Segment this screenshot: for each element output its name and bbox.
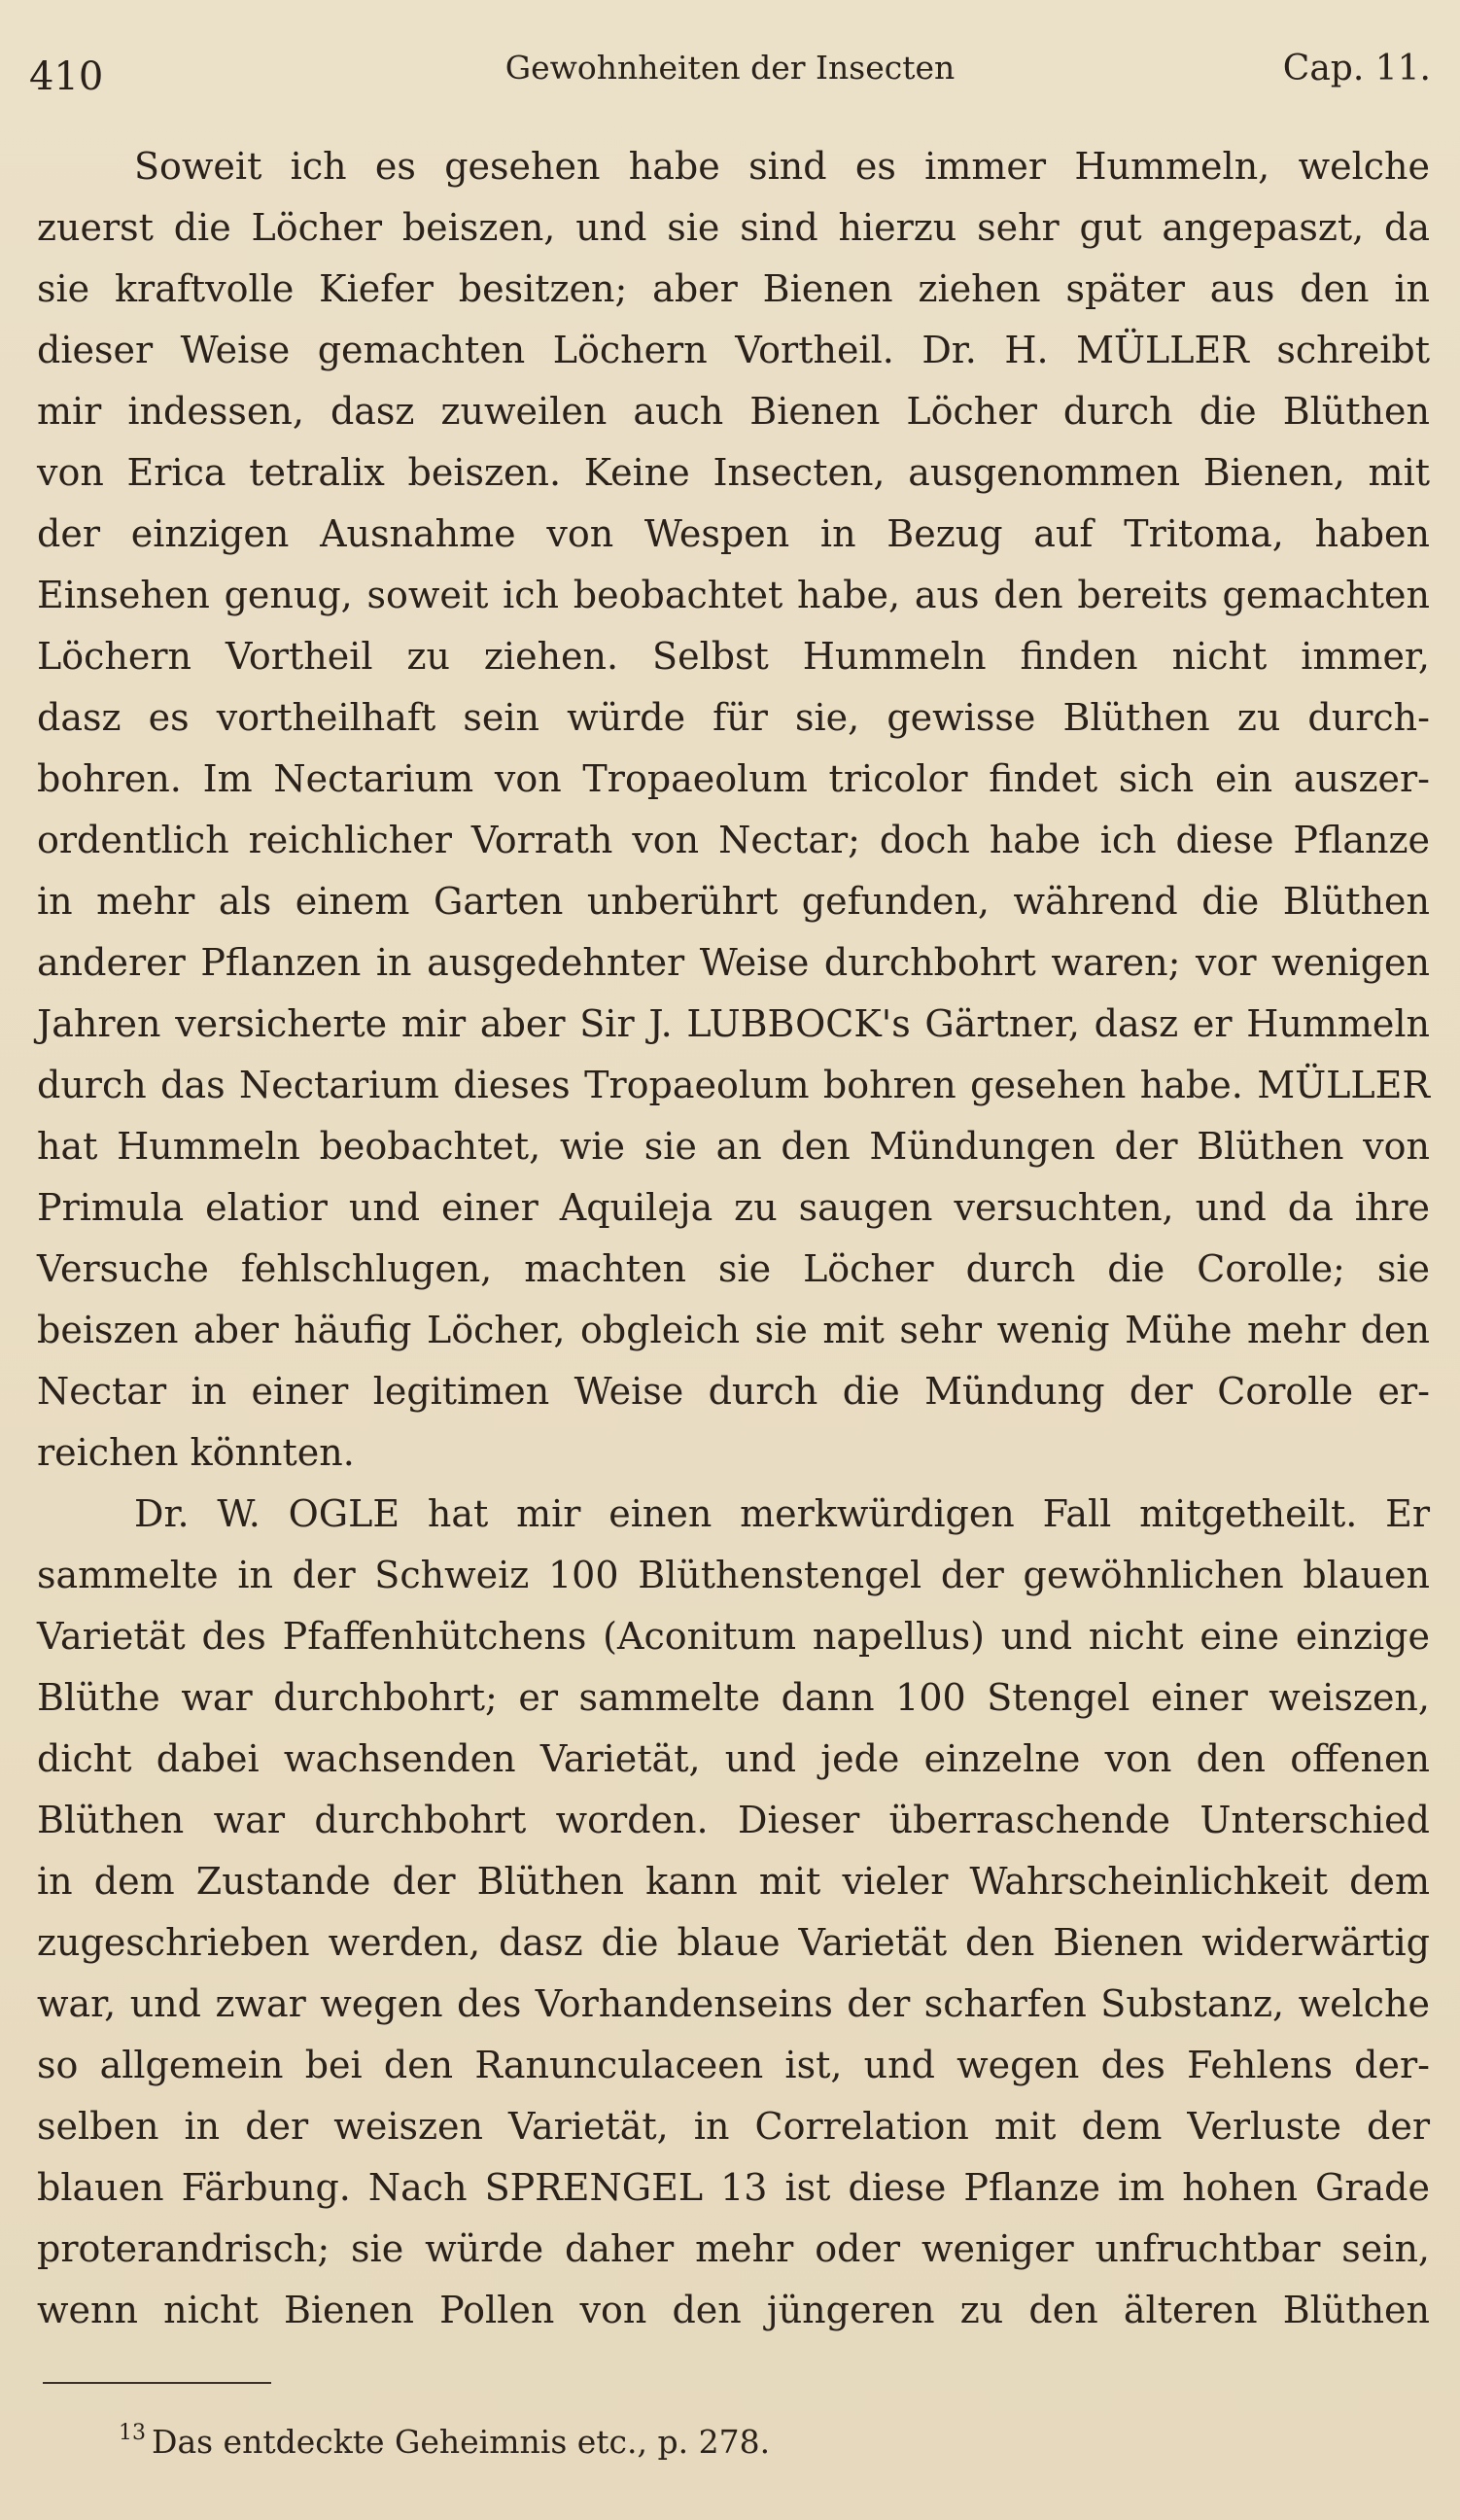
text-line: so allgemein bei den Ranunculaceen ist, und wegen des Fehlens der- [37, 2044, 1430, 2086]
text-line: in dem Zustande der Blüthen kann mit vieler Wahrscheinlichkeit dem [37, 1860, 1430, 1903]
text-line: Jahren versicherte mir aber Sir J. LUBBOCK's Gärtner, dasz er Hummeln [37, 1002, 1430, 1045]
text-line: ordentlich reichlicher Vorrath von Nectar; doch habe ich diese Pflanze [37, 819, 1430, 861]
text-line: Blüthe war durchbohrt; er sammelte dann 100 Stengel einer weiszen, [37, 1676, 1430, 1719]
text-line: hat Hummeln beobachtet, wie sie an den Mündungen der Blüthen von [37, 1125, 1430, 1168]
text-line: reichen könnten. [37, 1431, 355, 1474]
running-title: Gewohnheiten der Insecten [504, 49, 956, 87]
text-line: in mehr als einem Garten unberührt gefunden, während die Blüthen [37, 880, 1430, 923]
text-line: beiszen aber häufig Löcher, obgleich sie mit sehr wenig Mühe mehr den [37, 1309, 1430, 1351]
text-line: Soweit ich es gesehen habe sind es immer Hummeln, welche [134, 145, 1430, 188]
text-line: zugeschrieben werden, dasz die blaue Varietät den Bienen widerwärtig [37, 1921, 1430, 1964]
text-line: Einsehen genug, soweit ich beobachtet habe, aus den bereits gemachten [37, 574, 1430, 616]
text-line: selben in der weiszen Varietät, in Correlation mit dem Verluste der [37, 2105, 1430, 2148]
footnote-divider [43, 2382, 271, 2384]
text-line: anderer Pflanzen in ausgedehnter Weise durchbohrt waren; vor wenigen [37, 941, 1430, 984]
text-line: Nectar in einer legitimen Weise durch die Mündung der Corolle er- [37, 1370, 1430, 1413]
text-line: Blüthen war durchbohrt worden. Dieser überraschende Unterschied [37, 1799, 1430, 1841]
text-line: Löchern Vortheil zu ziehen. Selbst Hummeln finden nicht immer, [37, 635, 1430, 678]
text-line: dasz es vortheilhaft sein würde für sie, gewisse Blüthen zu durch- [37, 696, 1430, 739]
text-line: Versuche fehlschlugen, machten sie Löcher durch die Corolle; sie [37, 1247, 1430, 1290]
chapter-label: Cap. 11. [1282, 49, 1431, 88]
text-line: proterandrisch; sie würde daher mehr oder weniger unfruchtbar sein, [37, 2227, 1430, 2270]
text-line: von Erica tetralix beiszen. Keine Insecten, ausgenommen Bienen, mit [37, 451, 1430, 494]
text-line: der einzigen Ausnahme von Wespen in Bezug auf Tritoma, haben [37, 512, 1430, 555]
text-line: dieser Weise gemachten Löchern Vortheil. Dr. H. MÜLLER schreibt [37, 329, 1430, 371]
text-line: Varietät des Pfaffenhütchens (Aconitum napellus) und nicht eine einzige [37, 1615, 1430, 1658]
text-line: sie kraftvolle Kiefer besitzen; aber Bienen ziehen später aus den in [37, 267, 1430, 310]
text-line: mir indessen, dasz zuweilen auch Bienen Löcher durch die Blüthen [37, 390, 1430, 433]
footnote-marker: 13 [119, 2421, 146, 2445]
text-line: Dr. W. OGLE hat mir einen merkwürdigen Fall mitgetheilt. Er [134, 1492, 1430, 1535]
text-line: blauen Färbung. Nach SPRENGEL 13 ist diese Pflanze im hohen Grade [37, 2166, 1430, 2209]
text-line: durch das Nectarium dieses Tropaeolum bohren gesehen habe. MÜLLER [37, 1064, 1430, 1106]
text-line: dicht dabei wachsenden Varietät, und jede einzelne von den offenen [37, 1737, 1430, 1780]
text-line: sammelte in der Schweiz 100 Blüthenstengel der gewöhnlichen blauen [37, 1554, 1430, 1596]
footnote-text: Das entdeckte Geheimnis etc., p. 278. [152, 2423, 771, 2461]
text-line: Primula elatior und einer Aquileja zu saugen versuchten, und da ihre [37, 1186, 1430, 1229]
footnote [119, 2421, 770, 2461]
text-line: bohren. Im Nectarium von Tropaeolum tricolor findet sich ein auszer- [37, 757, 1430, 800]
body-text [37, 136, 1430, 2341]
page-number: 410 [29, 54, 104, 99]
text-line: war, und zwar wegen des Vorhandenseins der scharfen Substanz, welche [37, 1982, 1430, 2025]
page-header [29, 49, 1431, 107]
text-line: zuerst die Löcher beiszen, und sie sind hierzu sehr gut angepaszt, da [37, 206, 1430, 249]
text-line: wenn nicht Bienen Pollen von den jüngeren zu den älteren Blüthen [37, 2289, 1430, 2331]
